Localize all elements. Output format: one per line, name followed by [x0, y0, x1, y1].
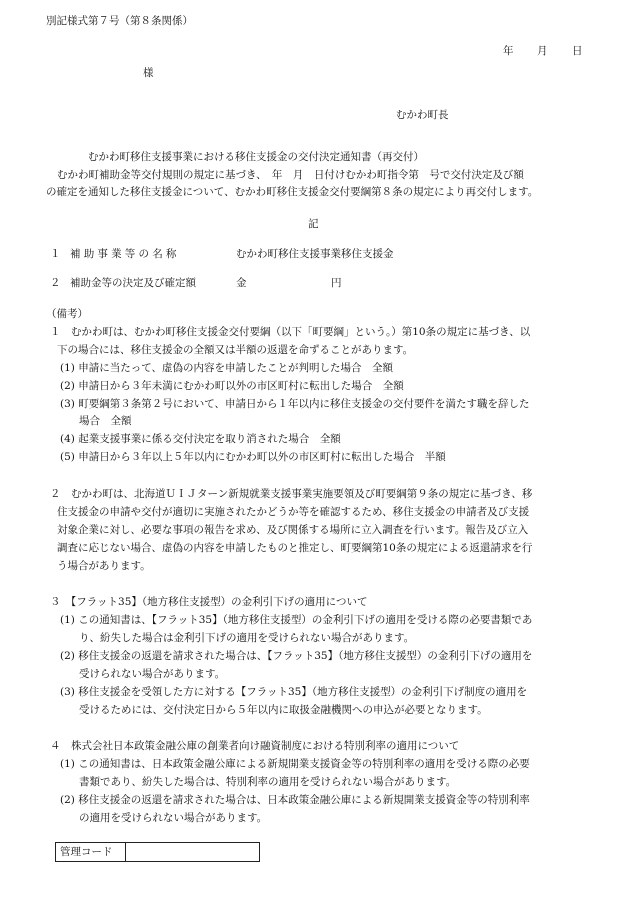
- intro-line-2: の確定を通知した移住支援金について、むかわ町移住支援金交付要綱第８条の規定により再交付します。: [46, 186, 539, 198]
- note4-sub2: (2) 移住支援金の返還を請求された場合は、日本政策金融公庫による新規開業支援資金等の特別利率: [60, 794, 530, 806]
- management-code-box: [55, 842, 260, 862]
- date-year: 年: [503, 45, 514, 57]
- note1-sub4: (4) 起業支援事業に係る交付決定を取り消された場合 全額: [60, 433, 341, 445]
- item1-label: 補助事業等の名称: [70, 248, 180, 260]
- item2-label: 補助金等の決定及び確定額: [70, 277, 196, 289]
- note3-header: ３ 【フラット35】（地方移住支援型）の金利引下げの適用について: [50, 596, 368, 608]
- item2-number: ２: [50, 277, 61, 289]
- management-code-label: 管理コード: [56, 843, 126, 861]
- note1-sub3-cont: 場合 全額: [79, 415, 132, 427]
- note2-line-5: う場合があります。: [57, 560, 151, 572]
- note2-line-3: 対象企業に対し、必要な事項の報告を求め、及び関係する場所に立入調査を行います。報告及び立入: [57, 524, 529, 536]
- note1-sub5: (5) 申請日から３年以上５年以内にむかわ町以外の市区町村に転出した場合 半額: [60, 451, 446, 463]
- date-month: 月: [537, 45, 548, 57]
- form-label: 別記様式第７号（第８条関係）: [46, 15, 193, 27]
- note4-sub1: (1) この通知書は、日本政策金融公庫による新規開業支援資金等の特別利率の適用を受ける際の必要: [60, 758, 530, 770]
- note3-sub1-cont: り、紛失した場合は金利引下げの適用を受けられない場合があります。: [79, 632, 415, 644]
- note3-sub2-cont: 受けられない場合があります。: [79, 668, 226, 680]
- note4-sub2-cont: の適用を受けられない場合があります。: [79, 812, 268, 824]
- note1-sub2: (2) 申請日から３年未満にむかわ町以外の市区町村に転出した場合 全額: [60, 380, 404, 392]
- note2-line-2: 住支援金の申請や交付が適切に実施されたかどうか等を確認するため、移住支援金の申請者及び支援: [57, 506, 530, 518]
- note2-line-1: ２ むかわ町は、北海道ＵＩＪターン新規就業支援事業実施要領及び町要綱第９条の規定に基づき、移: [50, 488, 533, 500]
- note4-sub1-cont: 書類であり、紛失した場合は、特別利率の適用を受けられない場合があります。: [79, 776, 457, 788]
- remarks-header: （備考）: [46, 308, 88, 320]
- item2-kin: 金: [236, 277, 247, 289]
- note1-sub1: (1) 申請に当たって、虚偽の内容を申請したことが判明した場合 全額: [60, 362, 393, 374]
- item1-value: むかわ町移住支援事業移住支援金: [236, 248, 394, 260]
- intro-line-1: むかわ町補助金等交付規則の規定に基づき、 年 月 日付けむかわ町指令第 号で交付決定及び額: [57, 169, 524, 181]
- note2-line-4: 調査に応じない場合、虚偽の内容を申請したものと推定し、町要綱第10条の規定による返還請求を行: [57, 542, 533, 554]
- note3-sub1: (1) この通知書は、【フラット35】（地方移住支援型）の金利引下げの適用を受ける際の必要書類であ: [60, 614, 533, 626]
- management-code-field[interactable]: [126, 843, 259, 861]
- issuer-name: むかわ町長: [396, 109, 449, 121]
- note4-header: ４ 株式会社日本政策金融公庫の創業者向け融資制度における特別利率の適用について: [50, 740, 460, 752]
- addressee-suffix: 様: [143, 67, 154, 79]
- note1-line-2: 下の場合には、移住支援金の全額又は半額の返還を命ずることがあります。: [57, 344, 414, 356]
- note3-sub3-cont: 受けるためには、交付決定日から５年以内に取扱金融機関への申込が必要となります。: [79, 704, 488, 716]
- note1-sub3: (3) 町要綱第３条第２号において、申請日から１年以内に移住支援金の交付要件を満たす職を辞した: [60, 398, 530, 410]
- date-day: 日: [572, 45, 583, 57]
- item1-number: １: [50, 248, 61, 260]
- ki-label: 記: [308, 218, 319, 230]
- note3-sub2: (2) 移住支援金の返還を請求された場合は、【フラット35】（地方移住支援型）の金利引下げの適用を: [60, 650, 533, 662]
- document-title: むかわ町移住支援事業における移住支援金の交付決定通知書（再交付）: [88, 151, 424, 163]
- note1-line-1: １ むかわ町は、むかわ町移住支援金交付要綱（以下「町要綱」という。）第10条の規定に基づき、以: [50, 326, 531, 338]
- note3-sub3: (3) 移住支援金を受領した方に対する【フラット35】（地方移住支援型）の金利引下げ制度の適用を: [60, 686, 528, 698]
- item2-en: 円: [331, 277, 342, 289]
